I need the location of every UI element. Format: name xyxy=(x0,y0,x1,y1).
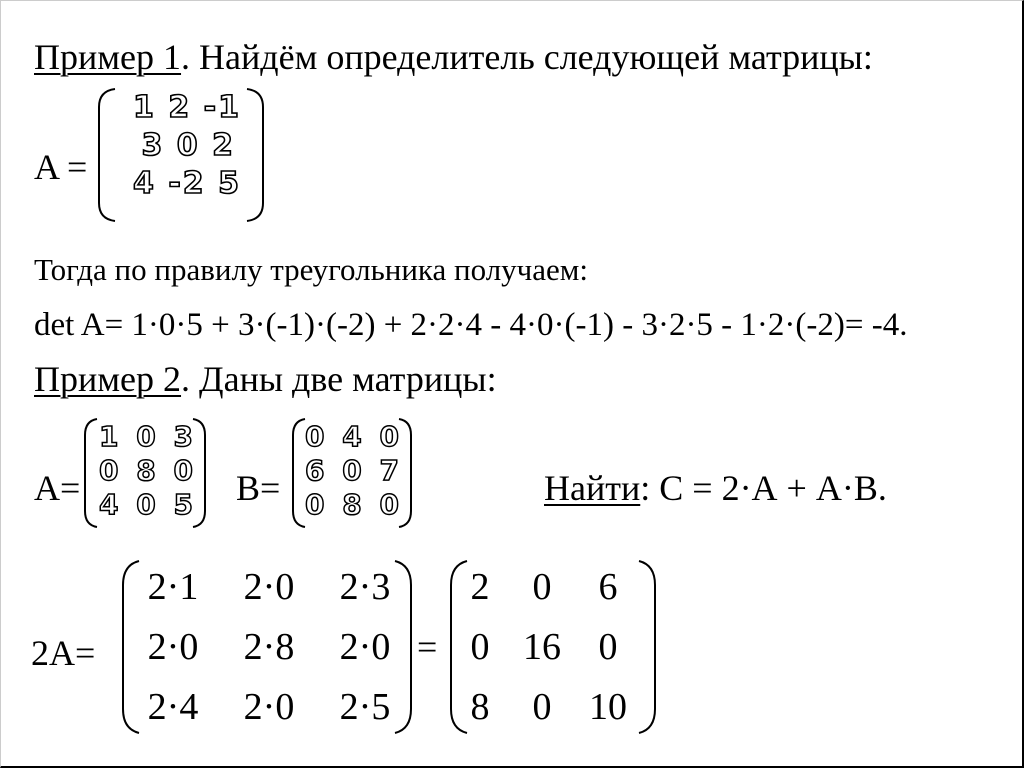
matrix-b-row: 0 8 0 xyxy=(305,488,403,521)
example2-heading xyxy=(34,359,497,399)
two-a-expr-cell: 2·0 xyxy=(243,686,295,728)
two-a-expr-cell: 2·0 xyxy=(243,566,295,608)
matrix-b-body xyxy=(305,420,403,522)
two-a-result-cell: 0 xyxy=(470,626,490,668)
matrix-a-left-bracket xyxy=(97,87,117,223)
two-a-expr-cell: 2·8 xyxy=(243,626,295,668)
matrix-a2-name: A= xyxy=(34,468,81,508)
two-a-result-cell: 10 xyxy=(589,686,627,728)
two-a-expr-right-bracket xyxy=(393,559,413,735)
two-a-expr-cell: 2·1 xyxy=(147,566,199,608)
two-a-expr-cell: 2·0 xyxy=(147,626,199,668)
example2-label: Пример 2 xyxy=(34,359,182,399)
matrix-a-name: A = xyxy=(34,147,88,187)
matrix-b-name: B= xyxy=(236,468,281,508)
two-a-result-matrix xyxy=(449,557,643,737)
two-a-result-cell: 2 xyxy=(470,566,490,608)
example1-label: Пример 1 xyxy=(34,37,182,77)
matrix-b-row: 6 0 7 xyxy=(305,454,403,487)
two-a-result-cell: 16 xyxy=(523,626,561,668)
example2-heading-text: . Даны две матрицы: xyxy=(181,359,497,399)
matrix-a2-row: 1 0 3 xyxy=(99,420,197,453)
two-a-result-cell: 0 xyxy=(598,626,618,668)
two-a-expr-cell: 2·3 xyxy=(339,566,391,608)
example1-heading-text: . Найдём определитель следующей матрицы: xyxy=(181,37,873,77)
two-a-expr-cell: 2·0 xyxy=(339,626,391,668)
equals-sign: = xyxy=(417,627,438,667)
two-a-result-cell: 8 xyxy=(470,686,490,728)
example1-heading xyxy=(34,37,873,77)
two-a-result-right-bracket xyxy=(637,559,657,735)
matrix-a2-row: 4 0 5 xyxy=(99,488,197,521)
matrix-a-right-bracket xyxy=(245,87,265,223)
two-a-expr-matrix xyxy=(125,557,413,737)
two-a-expr-cell: 2·5 xyxy=(339,686,391,728)
matrix-a2-right-bracket xyxy=(191,417,207,529)
matrix-b-right-bracket xyxy=(397,417,413,529)
matrix-a2-left-bracket xyxy=(83,417,99,529)
two-a-result-cell: 0 xyxy=(532,686,552,728)
matrix-a-row: 3 0 2 xyxy=(141,128,235,163)
two-a-result-cell: 6 xyxy=(598,566,618,608)
two-a-result-cell: 0 xyxy=(532,566,552,608)
two-a-expr-cell: 2·4 xyxy=(147,686,199,728)
matrix-a2-row: 0 8 0 xyxy=(99,454,197,487)
two-a-name: 2A= xyxy=(31,633,96,673)
matrix-a-row: 1 2 -1 xyxy=(133,90,241,125)
matrix-a-body xyxy=(133,89,241,203)
triangle-rule-text: Тогда по правилу треугольника получаем: xyxy=(34,252,589,287)
task-text: : С = 2·А + А·В. xyxy=(640,468,887,508)
matrix-a-row: 4 -2 5 xyxy=(133,166,241,201)
task-statement xyxy=(544,468,887,508)
task-label: Найти xyxy=(544,468,641,508)
matrix-b-row: 0 4 0 xyxy=(305,420,403,453)
matrix-a2-body xyxy=(99,420,197,522)
determinant-formula: det A= 1·0·5 + 3·(-1)·(-2) + 2·2·4 - 4·0·(-1) - 3·2·5 - 1·2·(-2)= -4. xyxy=(34,307,908,343)
